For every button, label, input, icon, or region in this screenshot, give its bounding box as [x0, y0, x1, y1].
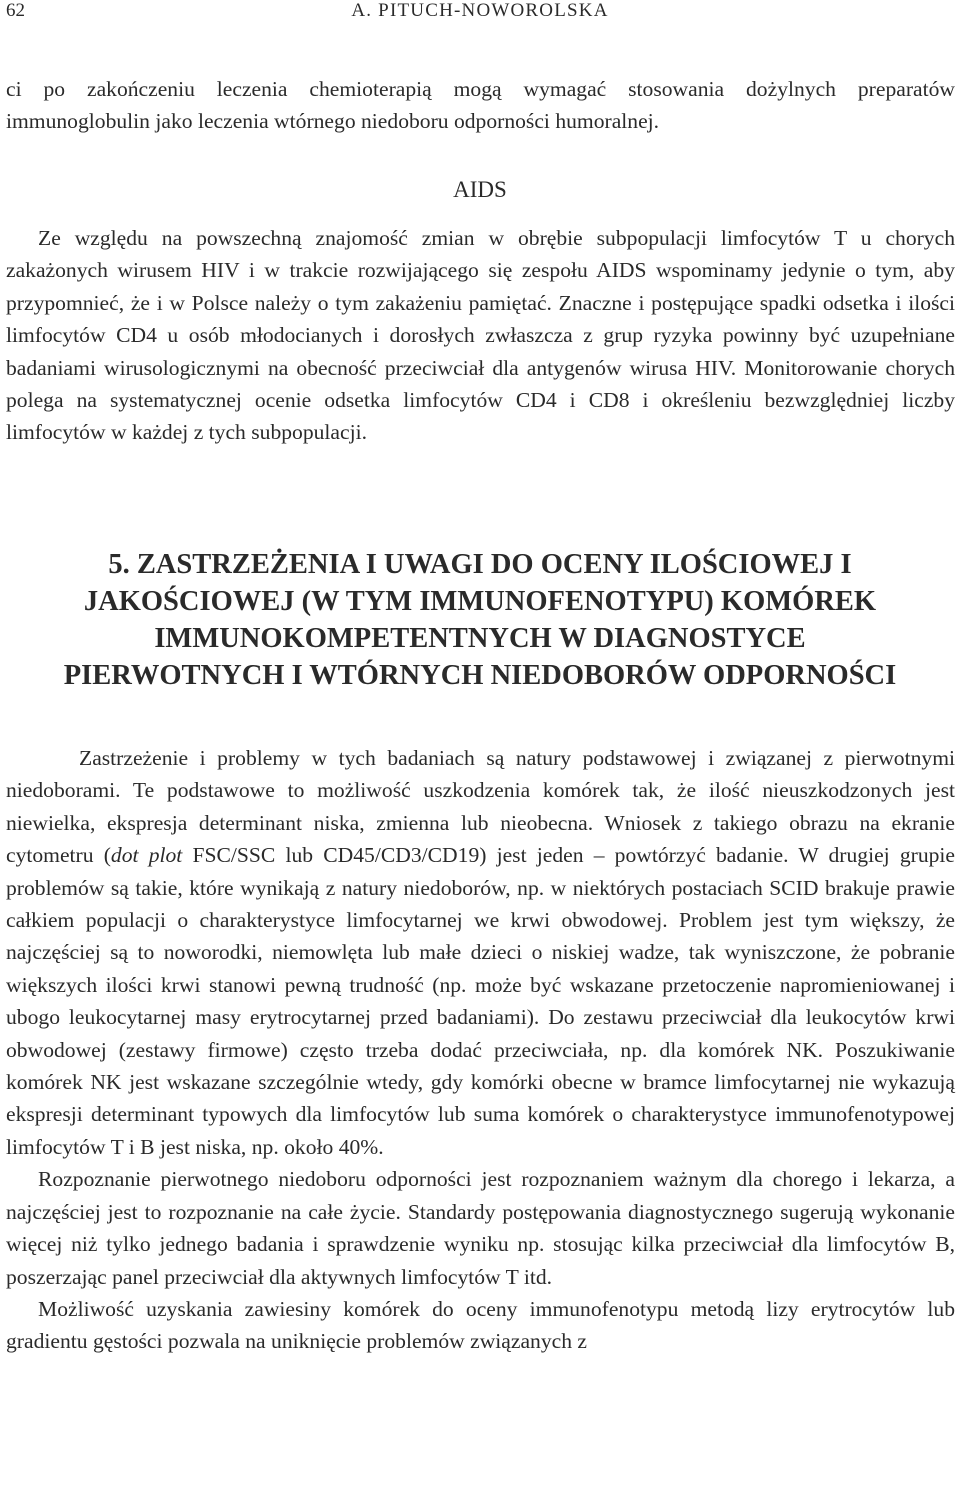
aids-section	[6, 222, 955, 449]
italic-term: dot plot	[110, 843, 183, 868]
intro-paragraph: ci po zakończeniu leczenia chemioterapią mogą wymagać stosowania dożylnych preparatów immunoglobulin jako leczenia wtórnego niedoboru odporności humoralnej.	[6, 77, 955, 134]
section-heading-line: PIERWOTNYCH I WTÓRNYCH NIEDOBORÓW ODPORNOŚCI	[63, 660, 897, 691]
section-5-paragraph-2: Rozpoznanie pierwotnego niedoboru odporności jest rozpoznaniem ważnym dla chorego i lekarza, a najczęściej jest to rozpoznanie na całe życie. Standardy postępowania diagnostycznego sugerują wykonanie więcej niż tylko jednego badania i sprawdzenie wyniku np. stosując kilka przeciwciał dla limfocytów B, poszerzając panel przeciwciał dla aktywnych limfocytów T itd.	[6, 1167, 955, 1289]
section-heading-line: IMMUNOKOMPETENTNYCH W DIAGNOSTYCE	[154, 623, 806, 654]
section-heading-line: 5. ZASTRZEŻENIA I UWAGI DO OCENY ILOŚCIOWEJ I	[108, 549, 852, 580]
aids-heading: AIDS	[453, 177, 507, 202]
running-head: A. PITUCH-NOWOROLSKA	[351, 0, 609, 21]
page-header	[0, 0, 960, 24]
section-heading-line: JAKOŚCIOWEJ (W TYM IMMUNOFENOTYPU) KOMÓREK	[83, 586, 877, 617]
section-5-body	[6, 742, 955, 1358]
section-5-paragraph-1	[6, 742, 955, 1163]
aids-paragraph: Ze względu na powszechną znajomość zmian w obrębie subpopulacji limfocytów T u chorych zakażonych wirusem HIV i w trakcie rozwijającego się zespołu AIDS wspominamy jedynie o tym, aby przypomnieć, że i w Polsce należy o tym zakażeniu pamiętać. Znaczne i postępujące spadki odsetka i ilości limfocytów CD4 u osób młodocianych i dorosłych zwłaszcza z grup ryzyka powinny być uzupełniane badaniami wirusologicznymi na obecność przeciwciał dla antygenów wirusa HIV. Monitorowanie chorych polega na systematycznej ocenie odsetka limfocytów CD4 i CD8 i określeniu bezwzględniej liczby limfocytów w każdej z tych subpopulacji.	[6, 226, 955, 445]
section-5-heading	[4, 546, 956, 694]
paragraph-text: FSC/SSC lub CD45/CD3/CD19) jest jeden – powtórzyć badanie. W drugiej grupie problemów są takie, które wynikają z natury niedoborów, np. w niektórych postaciach SCID brakuje prawie całkiem populacji o charakterystyce limfocytarnej we krwi obwodowej. Problem jest tym większy, że najczęściej są to noworodki, niemowlęta lub małe dzieci o niskiej wadze, tak wyniszczone, że pobranie większych ilości krwi stanowi pewną trudność (np. może być wskazane przetoczenie napromieniowanej i ubogo leukocytarnej masy erytrocytarnej przed badaniami). Do zestawu przeciwciał dla leukocytów krwi obwodowej (zestawy firmowe) często trzeba dodać przeciwciała, np. dla komórek NK. Poszukiwanie komórek NK jest wskazane szczególnie wtedy, gdy komórki obecne w bramce limfocytarnej nie wykazują ekspresji determinant typowych dla limfocytów lub suma komórek o charakterystyce immunofenotypowej limfocytów T i B jest niska, np. około 40%.	[6, 843, 955, 1159]
paragraph-text: Zastrzeżenie i problemy w tych badaniach są natury podstawowej i związanej z pierwotnymi niedoborami. Te podstawowe to możliwość uszkodzenia komórek tak, że ilość nieuszkodzonych jest niewielka, ekspresja determinant niska, zmienna lub nieobecna. Wniosek z takiego obrazu na ekranie cytometru (	[6, 746, 955, 868]
section-5-paragraph-3: Możliwość uzyskania zawiesiny komórek do oceny immunofenotypu metodą lizy erytrocytów lub gradientu gęstości pozwala na uniknięcie problemów związanych z	[6, 1296, 955, 1354]
intro-block	[6, 73, 955, 138]
page-number: 62	[6, 0, 25, 21]
